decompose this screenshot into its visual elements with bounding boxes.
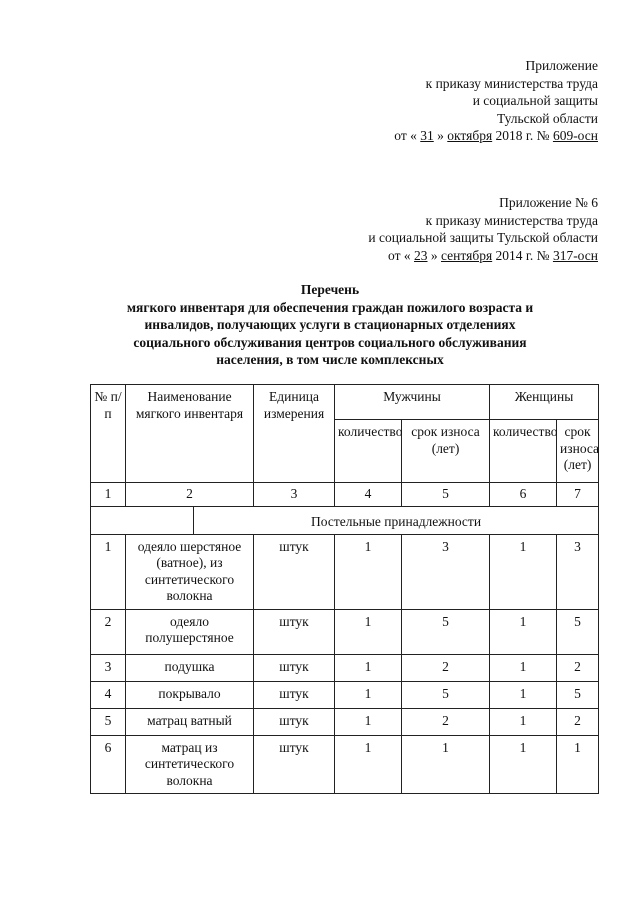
men-qty: 1 [335,681,402,708]
item-name: покрывало [126,681,254,708]
header-row [91,385,599,420]
appendix-order-line: и социальной защиты Тульской области [368,230,598,245]
row-number: 5 [91,708,126,735]
men-qty: 1 [335,609,402,654]
appendix-title: Приложение [525,58,598,73]
item-unit: штук [254,735,335,794]
men-wear: 2 [402,654,490,681]
men-wear: 1 [402,735,490,794]
appendix-date-line [394,127,598,145]
header-women: Женщины [490,385,599,420]
date-month: октября [447,128,493,143]
women-wear: 2 [557,708,599,735]
col-number: 4 [335,483,402,507]
appendix-order-line: к приказу министерства труда [425,212,598,228]
title-line: мягкого инвентаря для обеспечения граждан пожилого возраста и [126,299,534,315]
date-day: 31 [420,128,434,143]
men-qty: 1 [335,654,402,681]
men-qty: 1 [335,708,402,735]
table-row [91,708,599,735]
appendix-date-line [368,247,598,265]
appendix-block-current [394,57,598,145]
header-men: Мужчины [335,385,490,420]
column-number-row [91,483,599,507]
men-wear: 5 [402,609,490,654]
date-day: 23 [414,247,428,263]
date-year: 2014 г. № [495,247,550,263]
item-unit: штук [254,654,335,681]
item-name: одеяло полушерстяное [126,609,254,654]
col-number: 5 [402,483,490,507]
item-name: подушка [126,654,254,681]
item-name: матрац из синтетического волокна [126,735,254,794]
col-number: 6 [490,483,557,507]
header-men-qty: количество [335,420,402,483]
col-number: 1 [91,483,126,507]
women-wear: 5 [557,609,599,654]
appendix-region: Тульской области [497,110,598,126]
date-prefix: от « [394,128,417,143]
document-title [80,281,580,369]
header-unit: Единица измерения [254,385,335,483]
title-line: населения, в том числе комплексных [216,352,444,367]
appendix-order-line: и социальной защиты [472,93,598,108]
section-empty-cell [91,506,194,534]
women-wear: 3 [557,534,599,609]
table-row [91,609,599,654]
section-row [91,506,599,534]
header-name: Наименование мягкого инвентаря [126,385,254,483]
date-year: 2018 г. № [495,128,550,143]
row-number: 3 [91,654,126,681]
women-qty: 1 [490,534,557,609]
col-number: 7 [557,483,599,507]
item-unit: штук [254,534,335,609]
date-month: сентября [441,247,493,263]
men-wear: 5 [402,681,490,708]
inventory-table [90,384,599,794]
men-qty: 1 [335,735,402,794]
women-qty: 1 [490,609,557,654]
row-number: 6 [91,735,126,794]
appendix-title: Приложение № 6 [499,195,598,210]
date-prefix: от « [388,247,411,263]
appendix-block-original [368,194,598,264]
header-num: № п/п [91,385,126,483]
women-wear: 5 [557,681,599,708]
order-number: 317-осн [552,247,598,263]
date-sep: » [437,128,444,143]
title-line: инвалидов, получающих услуги в стационарных отделениях [144,317,516,332]
header-men-wear: срок износа (лет) [402,420,490,483]
col-number: 3 [254,483,335,507]
men-qty: 1 [335,534,402,609]
item-unit: штук [254,681,335,708]
women-wear: 2 [557,654,599,681]
women-qty: 1 [490,681,557,708]
women-wear: 1 [557,735,599,794]
header-women-wear: срок износа (лет) [557,420,599,483]
women-qty: 1 [490,708,557,735]
section-title: Постельные принадлежности [194,506,599,534]
col-number: 2 [126,483,254,507]
men-wear: 2 [402,708,490,735]
title-line: социального обслуживания центров социального обслуживания [133,334,527,350]
header-women-qty: количество [490,420,557,483]
order-number: 609-осн [552,128,598,143]
men-wear: 3 [402,534,490,609]
women-qty: 1 [490,735,557,794]
women-qty: 1 [490,654,557,681]
appendix-order-line: к приказу министерства труда [425,75,598,91]
table-row [91,534,599,609]
table-row [91,735,599,794]
item-name: одеяло шерстяное (ватное), из синтетического волокна [126,534,254,609]
row-number: 4 [91,681,126,708]
date-sep: » [430,247,438,263]
row-number: 2 [91,609,126,654]
row-number: 1 [91,534,126,609]
title-heading: Перечень [300,282,360,297]
item-unit: штук [254,609,335,654]
item-name: матрац ватный [126,708,254,735]
table-row [91,654,599,681]
item-unit: штук [254,708,335,735]
table-row [91,681,599,708]
